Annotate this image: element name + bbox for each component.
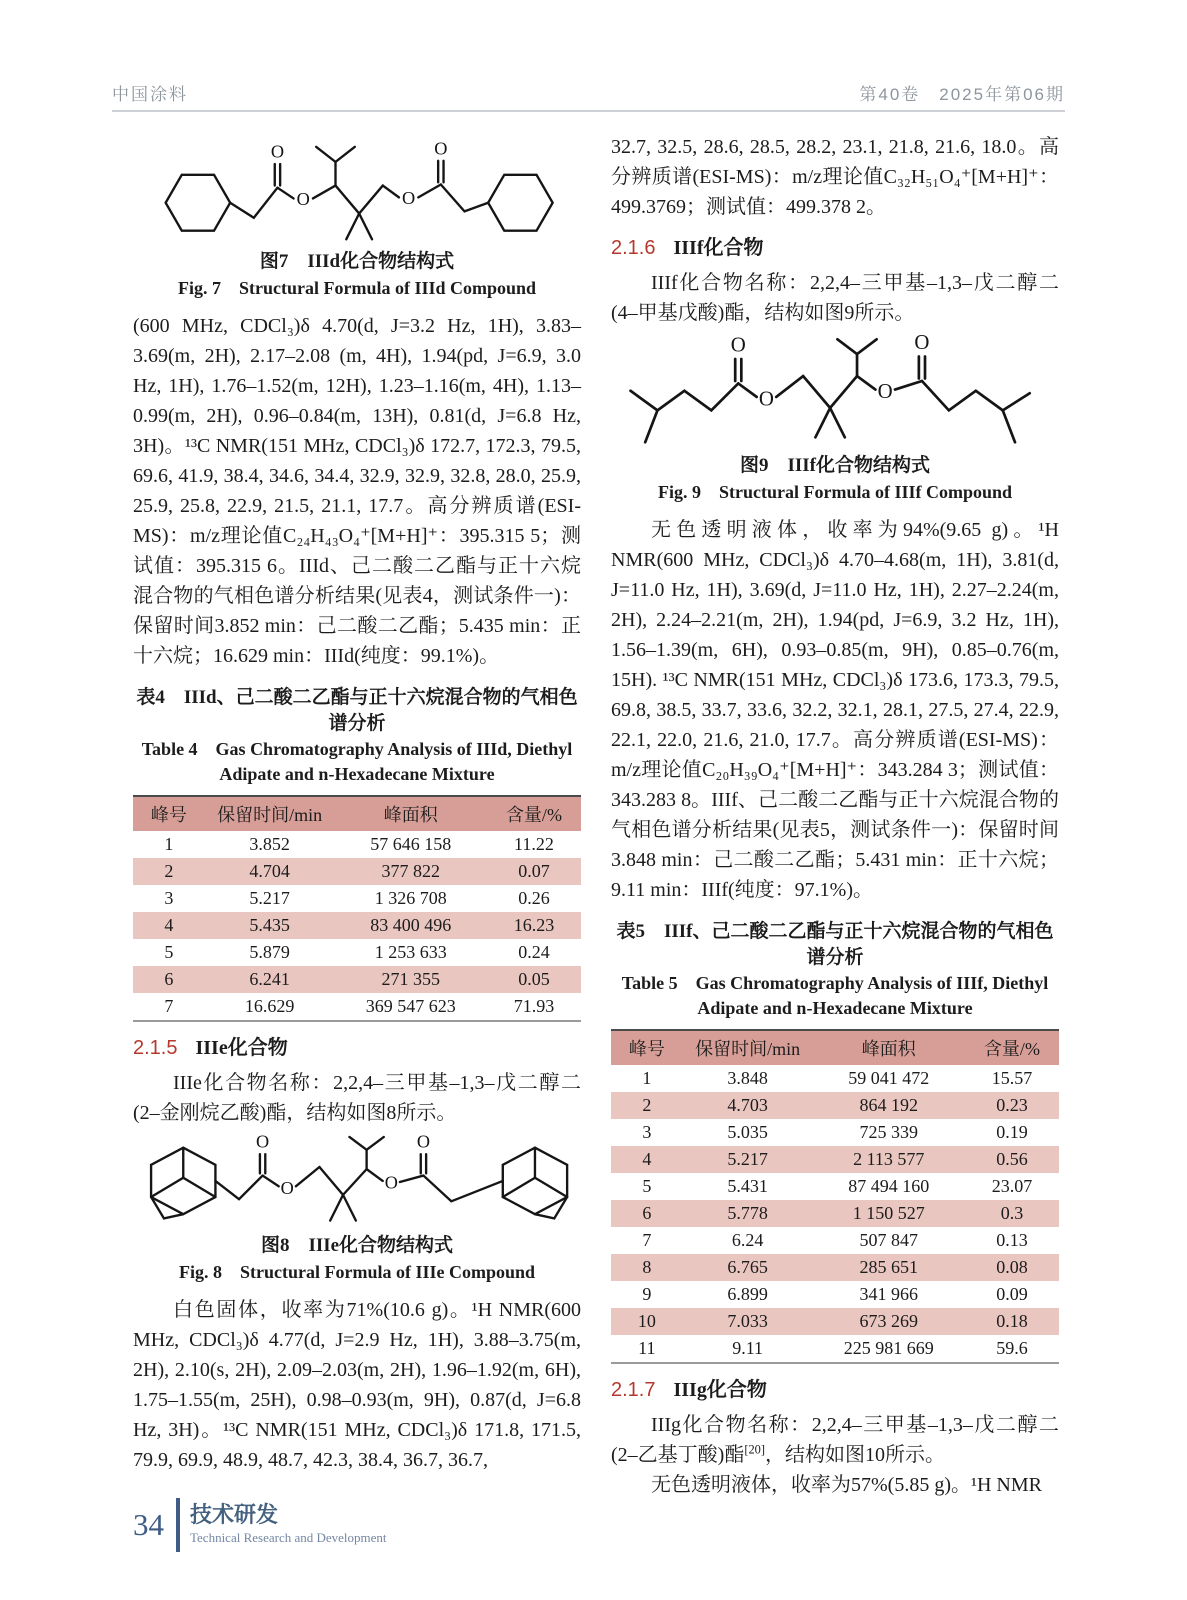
table-cell: 16.629 xyxy=(244,996,295,1016)
table-cell: 23.07 xyxy=(991,1176,1033,1196)
table5-gc-analysis xyxy=(611,1029,1059,1364)
issue-info: 第40卷 2025年第06期 xyxy=(859,85,1065,104)
paragraph-nmr-IIIe: 白色固体，收率为71%(10.6 g)。¹H NMR(600 MHz, CDCl₃)δ 4.77(d, J=2.9 Hz, 1H), 3.88–3.75(m, 2H), 2.10(s, 2H), 2.09–2.03(m, 2H), 1.96–1.92(m, 6H), 1.75–1.55(m, 25H), 0.98–0.93(m, 9H), 0.87(d, J=6.8 Hz, 3H)。¹³C NMR(151 MHz, CDCl₃)δ 171.8, 171.5, 79.9, 69.9, 48.9, 48.7, 42.3, 38.4, 36.7, 36.7, xyxy=(133,1299,581,1471)
table-cell: 8 xyxy=(642,1257,652,1277)
table-row xyxy=(611,1173,1059,1200)
paragraph-nmr-IIId: (600 MHz, CDCl₃)δ 4.70(d, J=3.2 Hz, 1H), 3.83–3.69(m, 2H), 2.17–2.08 (m, 4H), 1.94(pd, J=6.9, 3.0 Hz, 1H), 1.76–1.52(m, 12H), 1.23–1.16(m, 4H), 1.13–0.99(m, 2H), 0.96–0.84(m, 13H), 0.81(d, J=6.8 Hz, 3H)。¹³C NMR(151 MHz, CDCl₃)δ 172.7, 172.3, 79.5, 69.6, 41.9, 38.4, 34.6, 34.4, 32.9, 32.9, 32.8, 28.0, 25.9, 25.9, 25.8, 22.9, 21.5, 21.1, 17.7。高分辨质谱(ESI-MS)：m/z理论值C₂₄H₄₃O₄⁺[M+H]⁺：395.315 5；测试值：395.315 6。IIId、己二酸二乙酯与正十六烷混合物的气相色谱分析结果(见表4，测试条件一)：保留时间3.852 min：己二酸二乙酯；5.435 min：正十六烷；16.629 min：IIId(纯度：99.1%)。 xyxy=(133,315,581,667)
table-cell: 2 113 577 xyxy=(853,1149,925,1169)
paragraph-IIIe-name: IIIe化合物名称：2,2,4–三甲基–1,3–戊二醇二(2–金刚烷乙酸)酯，结构如图8所示。 xyxy=(133,1072,581,1124)
table-cell: 7.033 xyxy=(727,1311,768,1331)
table-cell: 1 150 527 xyxy=(852,1203,925,1223)
table-row xyxy=(611,1335,1059,1363)
table-cell: 1 xyxy=(642,1068,652,1088)
table-cell: 7 xyxy=(164,996,174,1016)
table4-gc-analysis xyxy=(133,795,581,1022)
table-cell: 377 822 xyxy=(381,861,440,881)
footer-section-en: Technical Research and Development xyxy=(190,1530,387,1545)
footer-section-zh: 技术研发 xyxy=(190,1502,279,1527)
table-cell: 6.899 xyxy=(727,1284,768,1304)
table-cell: 5.217 xyxy=(727,1149,768,1169)
IIIg-name-text: IIIg化合物名称：2,2,4–三甲基–1,3–戊二醇二(2–乙基丁酸)酯 xyxy=(611,1414,1059,1466)
svg-text:O: O xyxy=(877,379,893,404)
table-cell: 5.879 xyxy=(249,942,290,962)
table-cell: 0.07 xyxy=(518,861,550,881)
table-cell: 6.24 xyxy=(731,1230,764,1250)
table-cell: 507 847 xyxy=(859,1230,918,1250)
page-number: 34 xyxy=(133,1507,164,1542)
table-cell: 59.6 xyxy=(996,1338,1028,1358)
two-column-content xyxy=(133,132,1059,1500)
paragraph-nmr-IIIf: 无色透明液体，收率为94%(9.65 g)。¹H NMR(600 MHz, CDCl₃)δ 4.70–4.68(m, 1H), 3.81(d, J=11.0 Hz, 1H), 3.69(d, J=11.0 Hz, 1H), 2.27–2.24(m, 2H), 2.24–2.21(m, 2H), 1.94(pd, J=6.9, 3.2 Hz, 1H), 1.56–1.39(m, 6H), 0.93–0.85(m, 9H), 0.85–0.76(m, 15H). ¹³C NMR(151 MHz, CDCl₃)δ 173.6, 173.3, 79.5, 69.8, 38.5, 33.7, 33.6, 32.2, 32.1, 28.1, 27.5, 27.4, 22.9, 22.1, 22.0, 21.6, 21.0, 17.7。高分辨质谱(ESI-MS)：m/z理论值C₂₀H₃₉O₄⁺[M+H]⁺：343.284 3；测试值：343.283 8。IIIf、己二酸二乙酯与正十六烷混合物的气相色谱分析结果(见表5，测试条件一)：保留时间3.848 min：己二酸二乙酯；5.431 min：正十六烷；9.11 min：IIIf(纯度：97.1%)。 xyxy=(611,519,1059,901)
figure-9 xyxy=(611,332,1059,505)
fig8-structure-IIIe xyxy=(135,1132,580,1232)
column-header: 峰号 xyxy=(133,796,205,831)
table-row xyxy=(133,858,581,885)
column-header: 峰面积 xyxy=(335,796,487,831)
footer-divider-bar xyxy=(176,1498,180,1552)
table-row xyxy=(611,1308,1059,1335)
table-cell: 5.035 xyxy=(727,1122,768,1142)
table-cell: 4.703 xyxy=(727,1095,768,1115)
table-cell: 5 xyxy=(164,942,174,962)
table-cell: 9.11 xyxy=(732,1338,764,1358)
section-2-1-7 xyxy=(611,1376,1059,1404)
table-cell: 369 547 623 xyxy=(365,996,456,1016)
column-header: 峰面积 xyxy=(813,1030,965,1065)
table-cell: 0.23 xyxy=(996,1095,1028,1115)
table-cell: 864 192 xyxy=(859,1095,918,1115)
table-cell: 271 355 xyxy=(381,969,440,989)
page-footer xyxy=(133,1498,387,1552)
IIIg-name-text-cont: ，结构如图10所示。 xyxy=(764,1444,945,1466)
svg-text:O: O xyxy=(416,1132,430,1152)
table-cell: 0.56 xyxy=(996,1149,1028,1169)
table-cell: 16.23 xyxy=(513,915,555,935)
table4-title-zh: 表4 IIId、己二酸二乙酯与正十六烷混合物的气相色谱分析 xyxy=(136,687,578,734)
table-cell: 0.26 xyxy=(518,888,550,908)
table-cell: 6 xyxy=(164,969,174,989)
table-cell: 285 651 xyxy=(859,1257,918,1277)
table-row xyxy=(611,1254,1059,1281)
column-header: 保留时间/min xyxy=(683,1030,813,1065)
table-row xyxy=(133,966,581,993)
fig8-caption-en: Fig. 8 Structural Formula of IIIe Compound xyxy=(178,1262,535,1282)
table-row xyxy=(611,1200,1059,1227)
paragraph-IIIf-name: IIIf化合物名称：2,2,4–三甲基–1,3–戊二醇二(4–甲基戊酸)酯，结构如图9所示。 xyxy=(611,272,1059,324)
section-2-1-6 xyxy=(611,234,1059,262)
table5-title-zh: 表5 IIIf、己二酸二乙酯与正十六烷混合物的气相色谱分析 xyxy=(616,921,1054,968)
column-header: 峰号 xyxy=(611,1030,683,1065)
table-cell: 6.765 xyxy=(727,1257,768,1277)
table-row xyxy=(611,1119,1059,1146)
table-cell: 3.848 xyxy=(727,1068,768,1088)
table-cell: 0.13 xyxy=(996,1230,1028,1250)
table5-title-en: Table 5 Gas Chromatography Analysis of IIIf, Diethyl Adipate and n-Hexadecane Mixture xyxy=(621,973,1049,1018)
table-cell: 3.852 xyxy=(249,834,290,854)
table4-header-row xyxy=(133,796,581,831)
table-cell: 3 xyxy=(164,888,174,908)
left-column xyxy=(133,132,581,1500)
table-cell: 10 xyxy=(637,1311,656,1331)
table-cell: 1 xyxy=(164,834,174,854)
table-cell: 7 xyxy=(642,1230,652,1250)
table-cell: 9 xyxy=(642,1284,652,1304)
table-row xyxy=(611,1146,1059,1173)
table-cell: 83 400 496 xyxy=(370,915,452,935)
svg-text:O: O xyxy=(434,138,448,159)
fig9-caption-zh: 图9 IIIf化合物结构式 xyxy=(739,455,930,476)
table-cell: 1 253 633 xyxy=(374,942,447,962)
table-cell: 673 269 xyxy=(859,1311,918,1331)
svg-text:O: O xyxy=(758,386,774,411)
table-cell: 0.3 xyxy=(1000,1203,1024,1223)
table-cell: 5.778 xyxy=(727,1203,768,1223)
table-row xyxy=(133,993,581,1021)
table-cell: 0.18 xyxy=(996,1311,1028,1331)
table-cell: 5.431 xyxy=(727,1176,768,1196)
table-cell: 5 xyxy=(642,1176,652,1196)
table-row xyxy=(133,912,581,939)
right-column xyxy=(611,132,1059,1500)
fig8-caption-zh: 图8 IIIe化合物结构式 xyxy=(260,1235,454,1256)
header-divider xyxy=(112,110,1065,112)
table-cell: 59 041 472 xyxy=(848,1068,930,1088)
table-cell: 0.09 xyxy=(996,1284,1028,1304)
table-row xyxy=(611,1281,1059,1308)
table-cell: 725 339 xyxy=(859,1122,918,1142)
table-cell: 0.05 xyxy=(518,969,550,989)
table-cell: 341 966 xyxy=(859,1284,918,1304)
page-header xyxy=(112,80,1065,105)
table-cell: 15.57 xyxy=(991,1068,1033,1088)
section-title: IIIf化合物 xyxy=(673,237,764,259)
paragraph-nmr-IIIe-cont: 32.7, 32.5, 28.6, 28.5, 28.2, 23.1, 21.8, 21.6, 18.0。高分辨质谱(ESI-MS)：m/z理论值C₃₂H₅₁O₄⁺[M+H]⁺：499.3769；测试值：499.378 2。 xyxy=(611,136,1059,218)
table-cell: 11.22 xyxy=(514,834,554,854)
svg-text:O: O xyxy=(296,188,310,209)
table-cell: 87 494 160 xyxy=(848,1176,930,1196)
table-cell: 5.435 xyxy=(249,915,290,935)
table-row xyxy=(611,1065,1059,1092)
fig9-structure-IIIf xyxy=(620,332,1050,452)
citation-ref-20: [20] xyxy=(744,1442,765,1457)
svg-text:O: O xyxy=(280,1177,294,1198)
section-title: IIIe化合物 xyxy=(195,1037,288,1059)
table-cell: 6.241 xyxy=(249,969,290,989)
fig7-caption-en: Fig. 7 Structural Formula of IIId Compound xyxy=(177,278,537,298)
section-title: IIIg化合物 xyxy=(673,1379,767,1401)
table-cell: 2 xyxy=(642,1095,652,1115)
section-number: 2.1.6 xyxy=(611,237,656,259)
table-row xyxy=(611,1227,1059,1254)
table-cell: 0.08 xyxy=(996,1257,1028,1277)
svg-text:O: O xyxy=(270,141,285,162)
section-2-1-5 xyxy=(133,1034,581,1062)
table-cell: 225 981 669 xyxy=(843,1338,934,1358)
table-cell: 71.93 xyxy=(513,996,555,1016)
journal-name: 中国涂料 xyxy=(112,85,188,104)
figure-8 xyxy=(133,1132,581,1285)
svg-text:O: O xyxy=(255,1132,269,1152)
table-row xyxy=(133,831,581,858)
column-header: 含量/% xyxy=(965,1030,1059,1065)
fig7-caption-zh: 图7 IIId化合物结构式 xyxy=(259,251,455,272)
table-cell: 4 xyxy=(164,915,174,935)
section-number: 2.1.7 xyxy=(611,1379,656,1401)
table-cell: 0.19 xyxy=(996,1122,1028,1142)
paragraph-IIIg-yield: 无色透明液体，收率为57%(5.85 g)。¹H NMR xyxy=(651,1474,1042,1496)
column-header: 含量/% xyxy=(487,796,581,831)
paragraph-IIIg-name xyxy=(611,1410,1059,1470)
table-cell: 3 xyxy=(642,1122,652,1142)
fig7-structure-IIId xyxy=(142,136,572,248)
table-cell: 1 326 708 xyxy=(374,888,447,908)
table-cell: 0.24 xyxy=(518,942,550,962)
table-row xyxy=(133,939,581,966)
fig9-caption-en: Fig. 9 Structural Formula of IIIf Compound xyxy=(657,482,1012,502)
svg-text:O: O xyxy=(730,332,746,357)
svg-text:O: O xyxy=(914,332,930,355)
svg-text:O: O xyxy=(401,187,416,208)
table-cell: 2 xyxy=(164,861,174,881)
svg-text:O: O xyxy=(384,1172,398,1193)
column-header: 保留时间/min xyxy=(205,796,335,831)
table-row xyxy=(133,885,581,912)
table-row xyxy=(611,1092,1059,1119)
table5-header-row xyxy=(611,1030,1059,1065)
figure-7 xyxy=(133,136,581,301)
table-cell: 57 646 158 xyxy=(370,834,452,854)
table-cell: 5.217 xyxy=(249,888,290,908)
table-cell: 4 xyxy=(642,1149,652,1169)
table4-title-en: Table 4 Gas Chromatography Analysis of IIId, Diethyl Adipate and n-Hexadecane Mixture xyxy=(141,739,573,784)
table-cell: 4.704 xyxy=(249,861,290,881)
section-number: 2.1.5 xyxy=(133,1037,178,1059)
table-cell: 11 xyxy=(638,1338,656,1358)
table-cell: 6 xyxy=(642,1203,652,1223)
